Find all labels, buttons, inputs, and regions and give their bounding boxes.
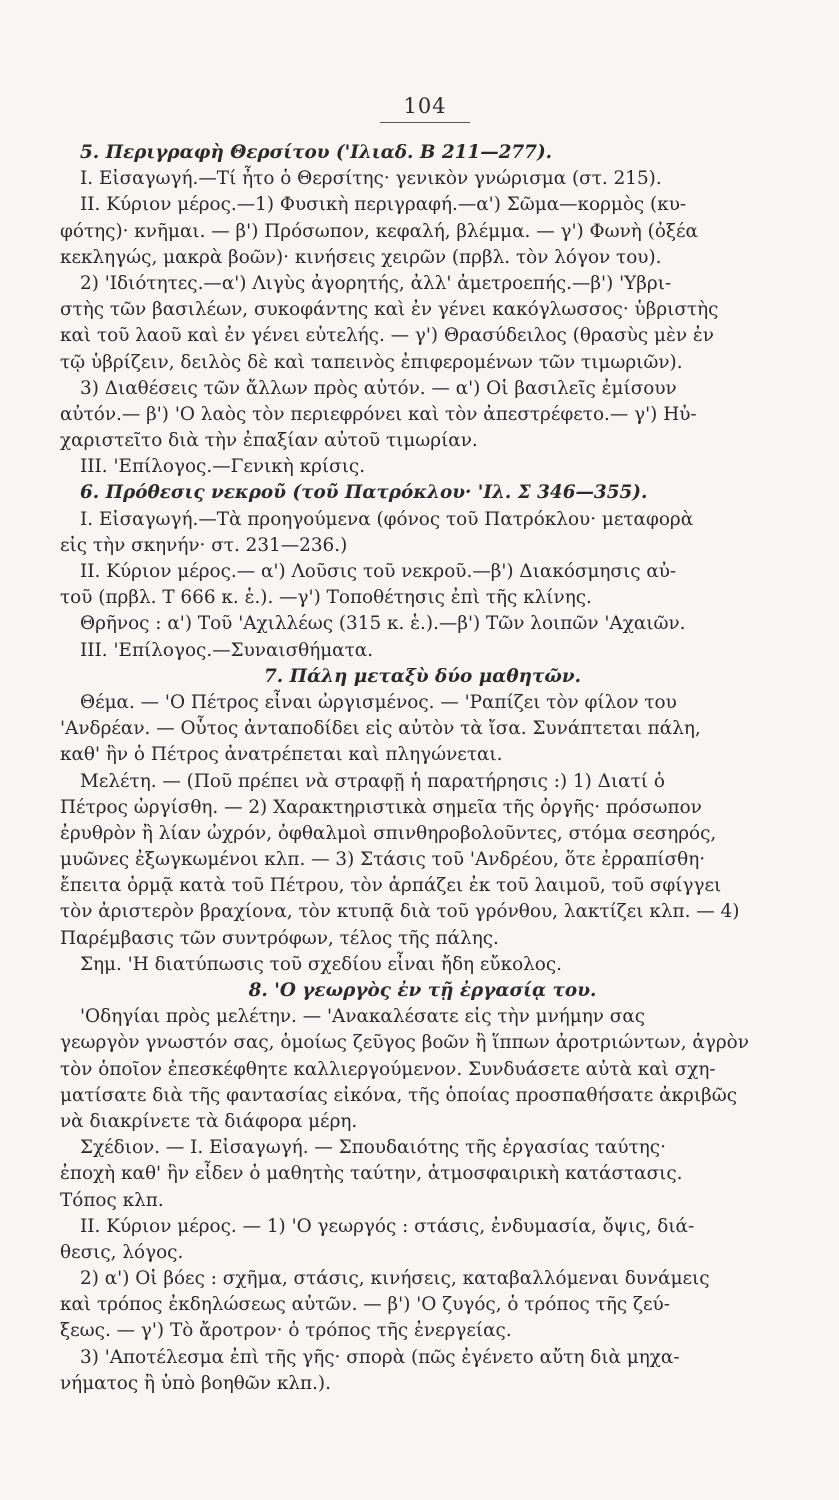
text-line: καὶ τρόπος ἐκδηλώσεως αὐτῶν. — β') 'Ο ζυγός, ὁ τρόπος τῆς ζεύ- (60, 1294, 670, 1316)
text-line: ἐποχὴ καθ' ἣν εἶδεν ὁ μαθητὴς ταύτην, ἀτμοσφαιρικὴ κατάστασις. (60, 1163, 683, 1185)
text-line: II. Κύριον μέρος.—1) Φυσικὴ περιγραφή.—α') Σῶμα—κορμὸς (κυ- (80, 194, 687, 216)
text-line: Θέμα. — 'Ο Πέτρος εἶναι ὠργισμένος. — 'Ραπίζει τὸν φίλον του (80, 691, 677, 713)
section-heading: 8. 'Ο γεωργὸς ἐν τῇ ἐργασίᾳ του. (248, 980, 597, 1001)
text-line: 2) α') Οἱ βόες : σχῆμα, στάσις, κινήσεις, καταβαλλόμεναι δυνάμεις (80, 1268, 710, 1290)
text-line: 3) Διαθέσεις τῶν ἄλλων πρὸς αὐτόν. — α') Οἱ βασιλεῖς ἐμίσουν (80, 377, 677, 399)
text-line: τοῦ (πρβλ. Τ 666 κ. ἑ.). —γ') Τοποθέτησις ἐπὶ τῆς κλίνης. (60, 587, 592, 609)
text-line: III. 'Επίλογος.—Γενικὴ κρίσις. (80, 456, 366, 478)
text-line: 3) 'Αποτέλεσμα ἐπὶ τῆς γῆς· σπορὰ (πῶς ἐγένετο αὔτη διὰ μηχα- (80, 1346, 680, 1368)
text-line: III. 'Επίλογος.—Συναισθήματα. (80, 639, 374, 661)
page-text (60, 140, 785, 1397)
text-line: χαριστεῖτο διὰ τὴν ἐπαξίαν αὐτοῦ τιμωρίαν. (60, 430, 478, 452)
text-line: εἰς τὴν σκηνήν· στ. 231—236.) (60, 534, 348, 556)
text-line: μυῶνες ἐξωγκωμένοι κλπ. — 3) Στάσις τοῦ 'Ανδρέου, ὅτε ἐρραπίσθη· (60, 849, 706, 871)
text-line: Τόπος κλπ. (60, 1189, 164, 1211)
text-line: ξεως. — γ') Τὸ ἄροτρον· ὁ τρόπος τῆς ἐνεργείας. (60, 1320, 512, 1342)
text-line: αὐτόν.— β') 'Ο λαὸς τὸν περιεφρόνει καὶ τὸν ἀπεστρέφετο.— γ') Ηὐ- (60, 403, 697, 425)
text-line: τῷ ὑβρίζειν, δειλὸς δὲ καὶ ταπεινὸς ἐπιφερομένων τῶν τιμωριῶν). (60, 351, 683, 373)
text-line: Σχέδιον. — I. Εἰσαγωγή. — Σπουδαιότης τῆς ἐργασίας ταύτης· (80, 1137, 666, 1159)
text-line: 'Ανδρέαν. — Οὗτος ἀνταποδίδει εἰς αὐτὸν τὰ ἴσα. Συνάπτεται πάλη, (60, 718, 701, 740)
text-line: τὸν ὁποῖον ἐπεσκέφθητε καλλιεργούμενον. Συνδυάσετε αὐτὰ καὶ σχη- (60, 1058, 716, 1080)
text-line: 'Οδηγίαι πρὸς μελέτην. — 'Ανακαλέσατε εἰς τὴν μνήμην σας (80, 1006, 646, 1028)
page-number-rule (380, 122, 470, 123)
text-line: ματίσατε διὰ τῆς φαντασίας εἰκόνα, τῆς ὁποίας προσπαθήσατε ἀκριβῶς (60, 1084, 738, 1106)
text-line: I. Εἰσαγωγή.—Τὰ προηγούμενα (φόνος τοῦ Πατρόκλου· μεταφορὰ (80, 508, 694, 530)
text-line: Σημ. 'Η διατύπωσις τοῦ σχεδίου εἶναι ἤδη εὔκολος. (80, 953, 563, 975)
text-line: νὰ διακρίνετε τὰ διάφορα μέρη. (60, 1110, 358, 1132)
text-line: 2) 'Ιδιότητες.—α') Λιγὺς ἀγορητής, ἀλλ' ἀμετροεπής.—β') 'Υβρι- (80, 272, 672, 294)
section-heading: 5. Περιγραφὴ Θερσίτου ('Ιλιαδ. Β 211—277). (80, 142, 553, 163)
text-line: θεσις, λόγος. (60, 1241, 184, 1263)
text-line: ἐρυθρὸν ἢ λίαν ὠχρόν, ὀφθαλμοὶ σπινθηροβολοῦντες, στόμα σεσηρός, (60, 822, 717, 844)
text-line: Θρῆνος : α') Τοῦ 'Αχιλλέως (315 κ. ἑ.).—β') Τῶν λοιπῶν 'Αχαιῶν. (80, 613, 686, 635)
section-heading: 7. Πάλη μεταξὺ δύο μαθητῶν. (263, 665, 581, 687)
text-line: τὸν ἀριστερὸν βραχίονα, τὸν κτυπᾷ διὰ τοῦ γρόνθου, λακτίζει κλπ. — 4) (60, 901, 740, 923)
text-line: στὴς τῶν βασιλέων, συκοφάντης καὶ ἐν γένει κακόγλωσσος· ὑβριστὴς (60, 299, 719, 321)
text-line: γεωργὸν γνωστόν σας, ὁμοίως ζεῦγος βοῶν ἢ ἵππων ἀροτριώντων, ἀγρὸν (60, 1032, 749, 1054)
page-number: 104 (403, 94, 447, 118)
text-line: καθ' ἣν ὁ Πέτρος ἀνατρέπεται καὶ πληγώνεται. (60, 744, 503, 766)
text-line: Πέτρος ὠργίσθη. — 2) Χαρακτηριστικὰ σημεῖα τῆς ὀργῆς· πρόσωπον (60, 796, 702, 818)
text-line: II. Κύριον μέρος. — 1) 'Ο γεωργός : στάσις, ἐνδυμασία, ὄψις, διά- (80, 1215, 695, 1237)
section-heading: 6. Πρόθεσις νεκροῦ (τοῦ Πατρόκλου· 'Ιλ. Σ 346—355). (80, 482, 648, 504)
text-line: ἔπειτα ὁρμᾷ κατὰ τοῦ Πέτρου, τὸν ἁρπάζει ἐκ τοῦ λαιμοῦ, τοῦ σφίγγει (60, 875, 722, 897)
text-line: Μελέτη. — (Ποῦ πρέπει νὰ στραφῇ ἡ παρατήρησις :) 1) Διατί ὁ (80, 770, 665, 792)
text-line: II. Κύριον μέρος.— α') Λοῦσις τοῦ νεκροῦ.—β') Διακόσμησις αὐ- (80, 561, 677, 582)
text-line: φότης)· κνῆμαι. — β') Πρόσωπον, κεφαλή, βλέμμα. — γ') Φωνὴ (ὀξέα (60, 220, 698, 242)
text-line: νήματος ἢ ὑπὸ βοηθῶν κλπ.). (60, 1372, 331, 1394)
text-line: I. Εἰσαγωγή.—Τί ἦτο ὁ Θερσίτης· γενικὸν γνώρισμα (στ. 215). (80, 168, 662, 190)
text-line: κεκληγώς, μακρὰ βοῶν)· κινήσεις χειρῶν (πρβλ. τὸν λόγον του). (60, 246, 662, 268)
text-line: Παρέμβασις τῶν συντρόφων, τέλος τῆς πάλης. (60, 927, 499, 949)
text-line: καὶ τοῦ λαοῦ καὶ ἐν γένει εὐτελής. — γ') Θρασύδειλος (θρασὺς μὲν ἐν (60, 325, 714, 347)
